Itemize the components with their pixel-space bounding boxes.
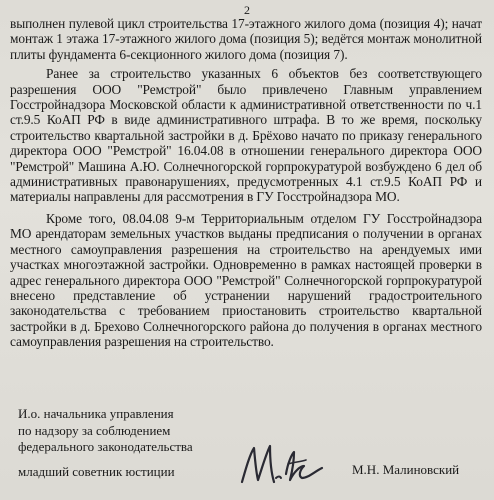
signatory-name: М.Н. Малиновский bbox=[352, 462, 460, 477]
page-number: 2 bbox=[244, 3, 250, 17]
letter-body bbox=[10, 16, 482, 356]
paragraph-construction-status: выполнен пулевой цикл строительства 17-этажного жилого дома (позиция 4); начат монтаж 1 этажа 17-этажного жилого дома (позиция 5); ведётся монтаж монолитной плиты фундамента 6-секционного жилого дома (позиция 7). bbox=[10, 16, 482, 62]
signatory-position bbox=[18, 406, 238, 480]
signatory-rank: младший советник юстиции bbox=[18, 463, 175, 479]
signatory-title-line: по надзору за соблюдением bbox=[18, 422, 171, 438]
signatory-title-line: И.о. начальника управления bbox=[18, 406, 174, 421]
handwritten-signature bbox=[228, 432, 328, 492]
signature-block bbox=[18, 406, 478, 496]
paragraph-prescriptions: Кроме того, 08.04.08 9-м Территориальным отделом ГУ Госстройнадзора МО арендаторам земельных участков выданы предписания о получении в органах местного самоуправления разрешения на строительство на арендуемых ими участках многоэтажной застройки. Одновременно в рамках настоящей проверки в адрес генерального директора ООО "Ремстрой" Солнечногорской горпрокуратурой внесено представление об устранении нарушений градостроительного законодательства с требованием приостановить строительство квартальной застройки в д. Брехово Солнечногорского района до получения в органах местного самоуправления разрешения на строительство. bbox=[10, 210, 482, 350]
signatory-title-line: федерального законодательства bbox=[18, 439, 193, 454]
paragraph-administrative-liability: Ранее за строительство указанных 6 объектов без соответствующего разрешения ООО "Ремстрой" было привлечено Главным управлением Госстройнадзора Московской области к административной ответственности по ч.1 ст.9.5 КоАП РФ в виде административного штрафа. В то же время, поскольку строительство квартальной застройки в д. Брёхово начато по приказу генерального директора ООО "Ремстрой" 16.04.08 в отношении генерального директора ООО "Ремстрой" Машина А.Ю. Солнечногорской горпрокуратурой возбуждено 6 дел об административных правонарушениях, предусмотренных 4.1 ст.9.5 КоАП РФ и материалы направлены для рассмотрения в ГУ Госстройнадзора МО. bbox=[10, 66, 482, 205]
